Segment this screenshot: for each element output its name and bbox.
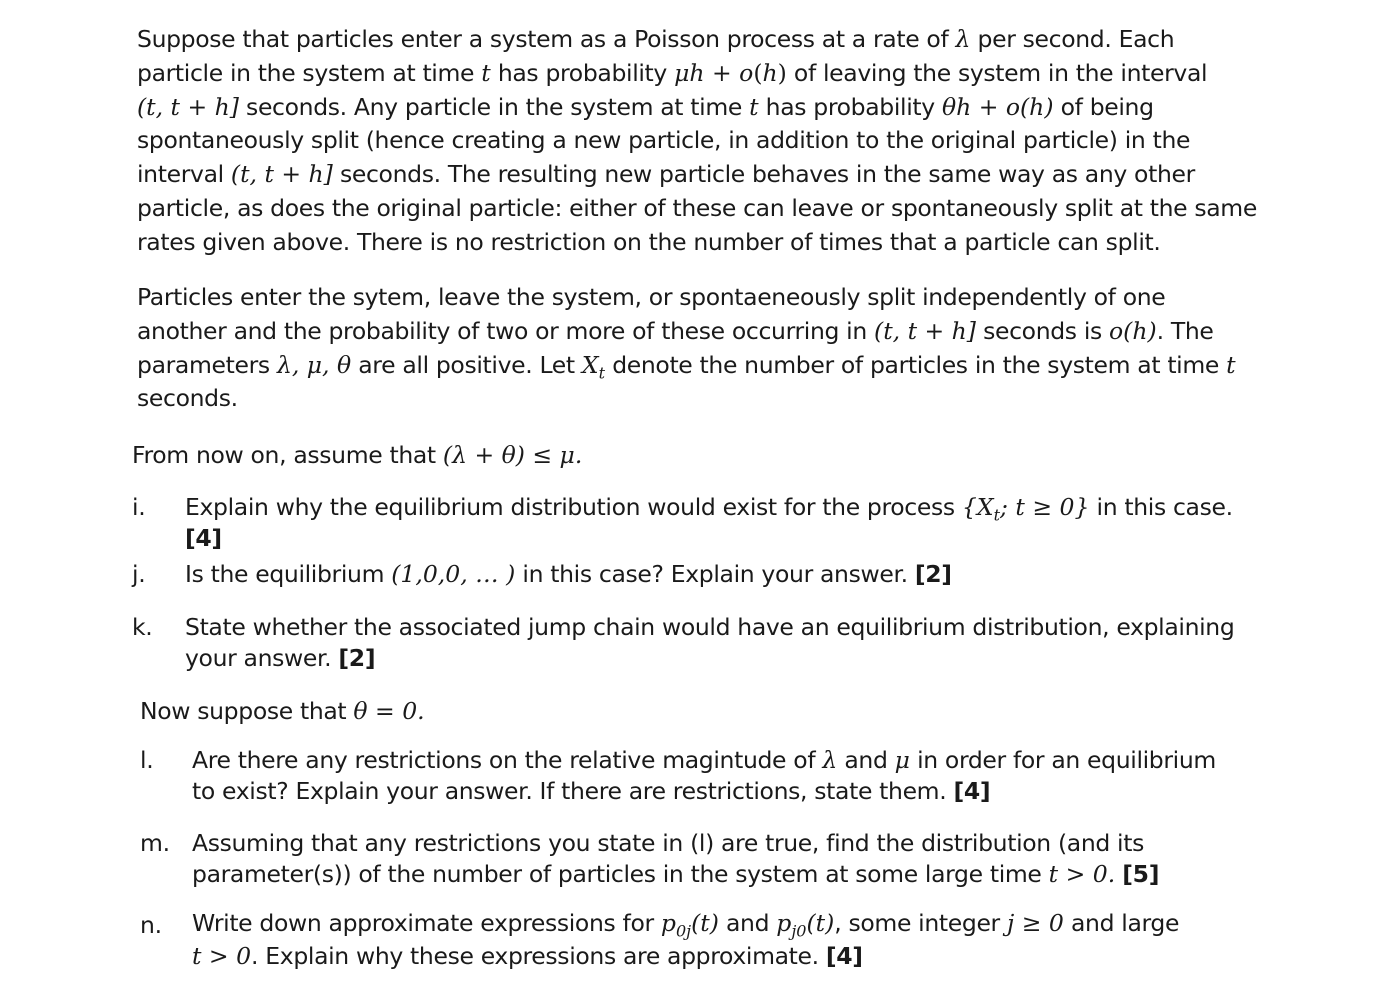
question-i-line-1: Explain why the equilibrium distribution would exist for the process {$X_t$; t ≥ 0} in this case. bbox=[185, 493, 1233, 525]
question-m-line-2: parameter(s)) of the number of particles in the system at some large time t > 0. [5] bbox=[192, 860, 1160, 888]
question-l-marks: [4] bbox=[953, 777, 991, 805]
question-m-marks: [5] bbox=[1122, 860, 1160, 888]
p1-line-3: (t, t + h] seconds. Any particle in the system at time t has probability θh + o(h) of being bbox=[137, 92, 1154, 121]
question-l-line-1: Are there any restrictions on the relative magintude of λ and μ in order for an equilibrium bbox=[192, 746, 1216, 774]
question-l-line-2: to exist? Explain your answer. If there are restrictions, state them. [4] bbox=[192, 777, 991, 805]
p1-line-1: Suppose that particles enter a system as a Poisson process at a rate of λ per second. Each bbox=[137, 25, 1175, 53]
question-l-text bbox=[192, 745, 1216, 807]
question-k-line-1: State whether the associated jump chain would have an equilibrium distribution, explaining bbox=[185, 613, 1235, 641]
question-k-marker: k. bbox=[132, 613, 153, 641]
question-i-marker: i. bbox=[132, 493, 146, 521]
question-i-marks: [4] bbox=[185, 524, 222, 552]
p1-line-4: spontaneously split (hence creating a new particle, in addition to the original particle) in the bbox=[137, 126, 1191, 155]
p2-line-2: another and the probability of two or more of these occurring in (t, t + h] seconds is o(h). The bbox=[137, 316, 1214, 345]
question-m-line-1: Assuming that any restrictions you state in (l) are true, find the distribution (and its bbox=[192, 829, 1144, 857]
question-j-marks: [2] bbox=[914, 560, 952, 588]
question-n-line-1: Write down approximate expressions for $p_{0j}(t)$ and $p_{j0}(t)$, some integer j ≥ 0 and large bbox=[192, 909, 1180, 941]
p1-line-5: interval (t, t + h] seconds. The resulting new particle behaves in the same way as any other bbox=[137, 160, 1195, 189]
question-n-line-2: t > 0. Explain why these expressions are approximate. [4] bbox=[192, 942, 863, 970]
now-suppose-line: Now suppose that θ = 0. bbox=[140, 697, 425, 725]
question-m-marker: m. bbox=[140, 829, 170, 857]
p2-line-4: seconds. bbox=[137, 384, 238, 413]
p1-line-2: particle in the system at time t has probability μh + o(h) of leaving the system in the interval bbox=[137, 58, 1208, 87]
p1-line-7: rates given above. There is no restriction on the number of times that a particle can split. bbox=[137, 227, 1161, 256]
question-i-text bbox=[185, 492, 1233, 554]
p1-line-6: particle, as does the original particle: either of these can leave or spontaneously split at the same bbox=[137, 193, 1257, 222]
intro-paragraph-2 bbox=[137, 281, 1236, 416]
p2-line-1: Particles enter the sytem, leave the system, or spontaeneously split independently of one bbox=[137, 283, 1166, 311]
question-k-line-2: your answer. [2] bbox=[185, 644, 376, 672]
question-n-text bbox=[192, 908, 1179, 972]
p2-line-3: parameters λ, μ, θ are all positive. Let $X_t$ denote the number of particles in the system at time t bbox=[137, 350, 1236, 383]
question-m-text bbox=[192, 828, 1159, 890]
assumption-line: From now on, assume that (λ + θ) ≤ μ. bbox=[132, 441, 583, 469]
question-k-marks: [2] bbox=[338, 644, 376, 672]
question-j-marker: j. bbox=[132, 560, 146, 588]
question-j-text: Is the equilibrium (1,0,0, … ) in this case? Explain your answer. [2] bbox=[185, 560, 952, 588]
question-n-marker: n. bbox=[140, 911, 162, 939]
question-l-marker: l. bbox=[140, 746, 154, 774]
intro-paragraph-1 bbox=[137, 23, 1257, 260]
question-n-marks: [4] bbox=[825, 942, 863, 970]
question-k-text bbox=[185, 612, 1234, 674]
